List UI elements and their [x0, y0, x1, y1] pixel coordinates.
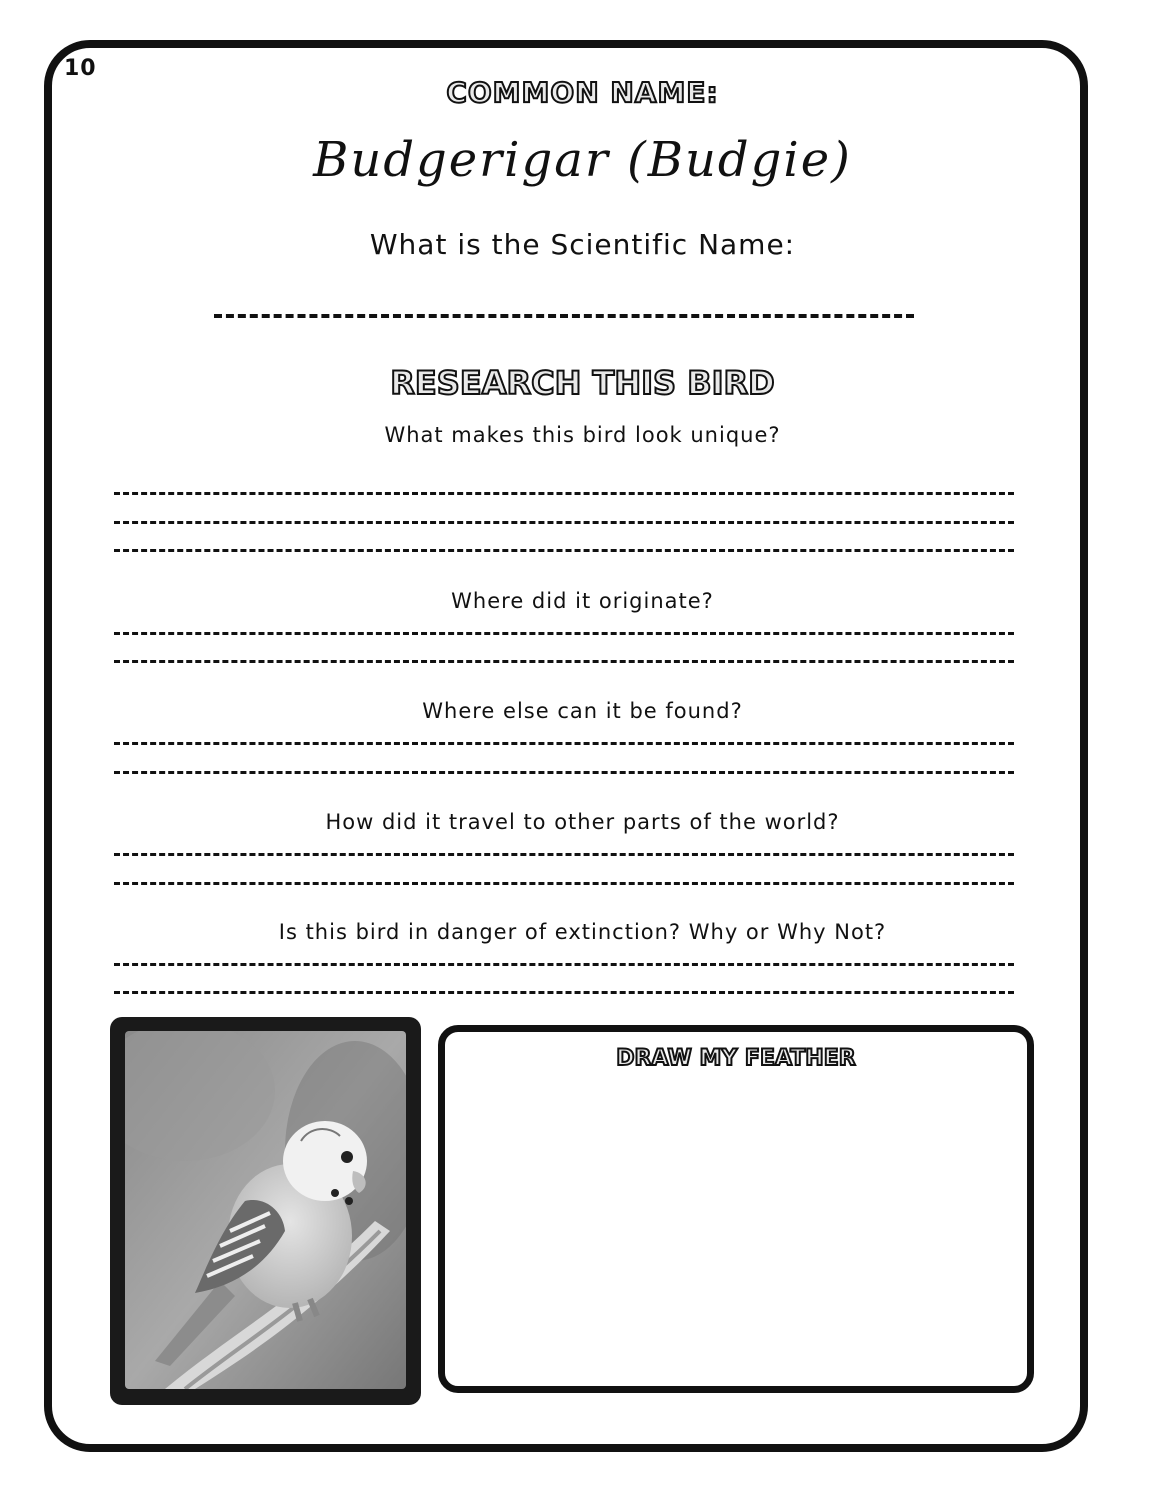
question-origin: Where did it originate?	[451, 589, 714, 613]
draw-feather-box[interactable]	[438, 1025, 1034, 1393]
answer-line[interactable]	[114, 549, 1014, 552]
answer-line[interactable]	[114, 853, 1014, 856]
answer-line[interactable]	[114, 632, 1014, 635]
common-name-label: COMMON NAME:	[446, 76, 719, 109]
budgie-photo	[125, 1031, 406, 1389]
page-number: 10	[64, 56, 97, 81]
photo-frame	[110, 1017, 421, 1405]
answer-line[interactable]	[114, 660, 1014, 663]
scientific-name-question: What is the Scientific Name:	[369, 228, 796, 261]
answer-line[interactable]	[114, 742, 1014, 745]
common-name-value: Budgerigar (Budgie)	[313, 132, 852, 188]
question-found: Where else can it be found?	[422, 699, 743, 723]
scientific-name-answer-line[interactable]	[214, 314, 914, 318]
answer-line[interactable]	[114, 963, 1014, 966]
question-unique: What makes this bird look unique?	[384, 423, 781, 447]
answer-line[interactable]	[114, 521, 1014, 524]
answer-line[interactable]	[114, 492, 1014, 495]
answer-line[interactable]	[114, 771, 1014, 774]
answer-line[interactable]	[114, 991, 1014, 994]
question-travel: How did it travel to other parts of the world?	[325, 810, 840, 834]
draw-feather-title: DRAW MY FEATHER	[616, 1046, 856, 1071]
answer-line[interactable]	[114, 882, 1014, 885]
section-title: RESEARCH THIS BIRD	[390, 364, 775, 402]
question-extinction: Is this bird in danger of extinction? Why or Why Not?	[278, 920, 887, 944]
